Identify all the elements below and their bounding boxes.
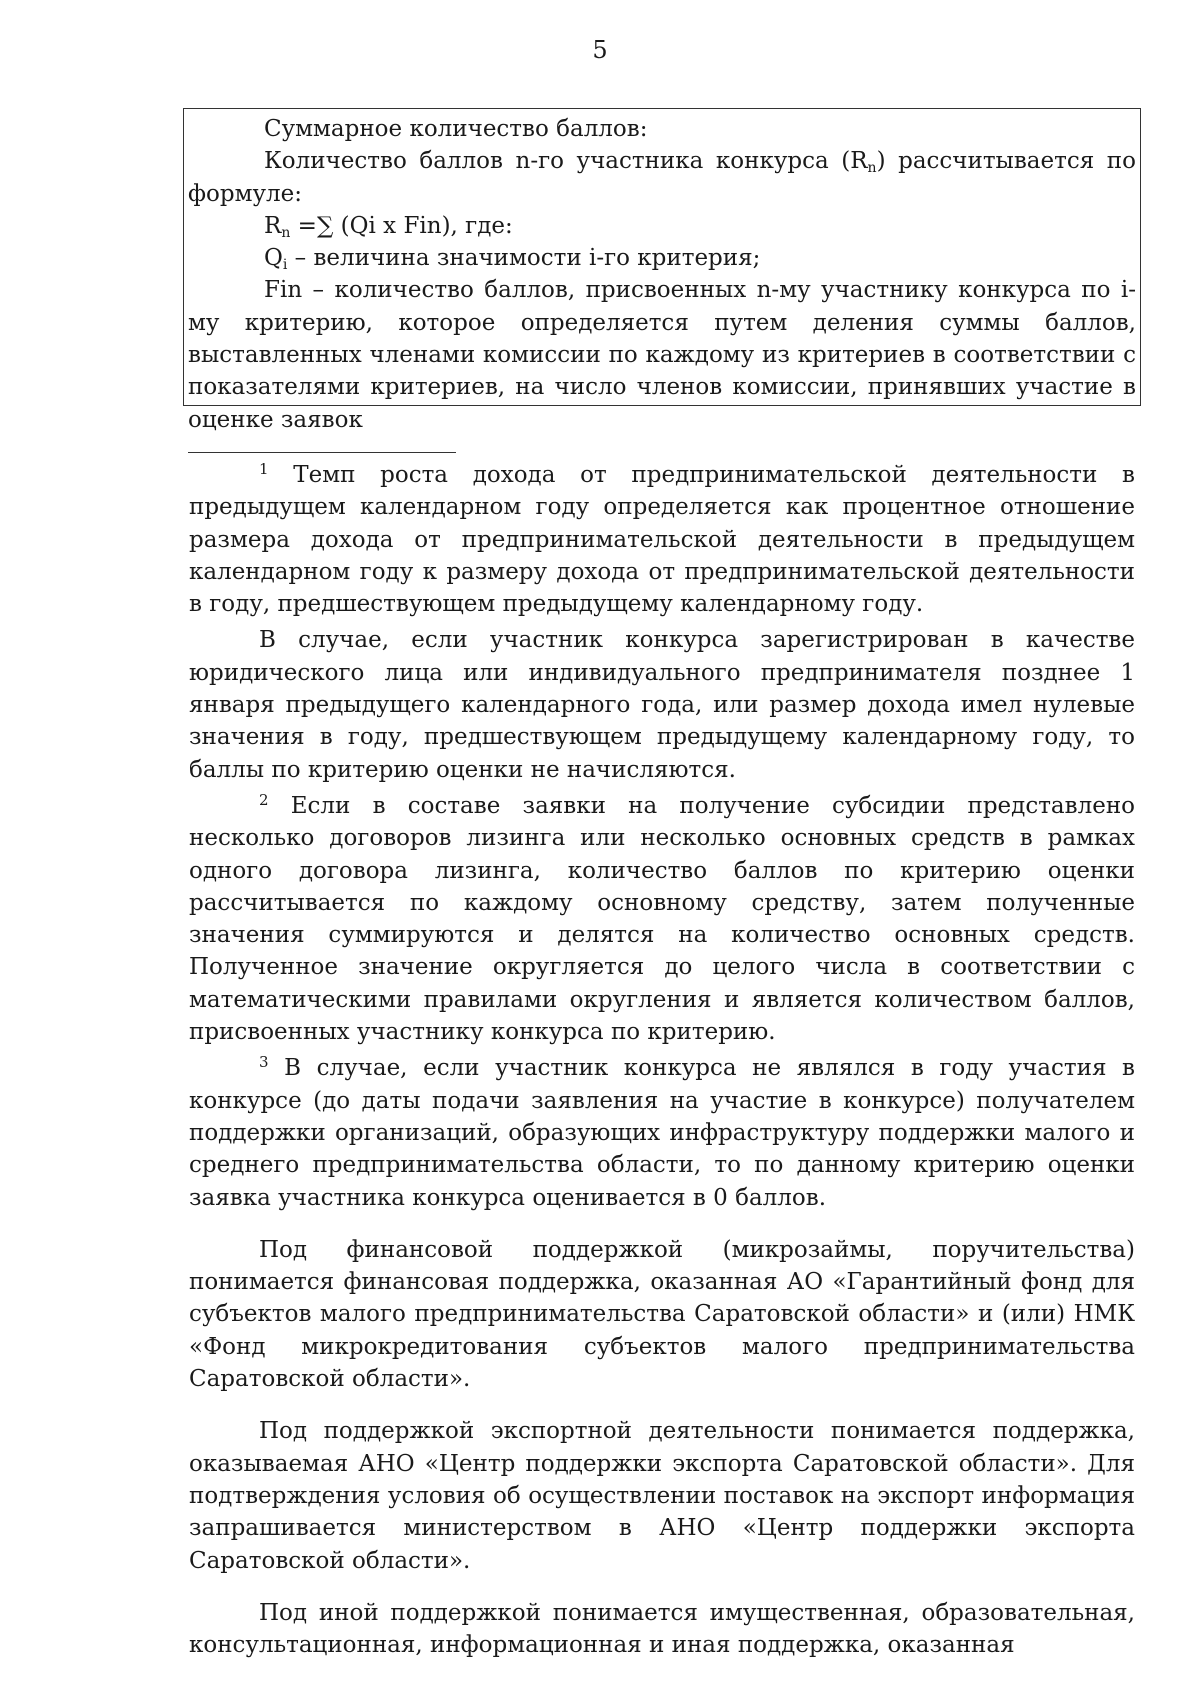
footnotes-section (189, 459, 1135, 1661)
footnote-2-mark: 2 (259, 790, 269, 809)
scoring-formula-box (183, 108, 1141, 433)
footnote-3-mark: 3 (259, 1053, 269, 1072)
footnote-3: $^3$ В случае, если участник конкурса не являлся в году участия в конкурсе (до даты подачи заявления на участие в конкурсе) получателем поддержки организаций, образующих инфраструктуру поддержки малого и среднего предпринимательства области, то по данному критерию оценки заявка участника конкурса оценивается в 0 баллов. (189, 1053, 1135, 1211)
other-support-definition: Под иной поддержкой понимается имущественная, образовательная, консультационная, информационная и иная поддержка, оказанная (189, 1599, 1135, 1659)
financial-support-definition: Под финансовой поддержкой (микрозаймы, поручительства) понимается финансовая поддержка, оказанная АО «Гарантийный фонд для субъектов малого предпринимательства Саратовской области» и (или) НМК «Фонд микрокредитования субъектов малого предпринимательства Саратовской области». (189, 1236, 1135, 1393)
q-definition: $Q_i$ – величина значимости i-го критерия; (264, 245, 761, 274)
export-support-definition: Под поддержкой экспортной деятельности понимается поддержка, оказываемая АНО «Центр поддержки экспорта Саратовской области». Для подтверждения условия об осуществлении поставок на экспорт информация запрашивается министерством в АНО «Центр поддержки экспорта Саратовской области». (189, 1418, 1135, 1574)
page-number: 5 (592, 36, 608, 64)
score-calculation-text: Количество баллов n-го участника конкурса $(R_n)$ рассчитывается по формуле: (188, 148, 1136, 207)
footnote-1: $^1$ Темп роста дохода от предпринимательской деятельности в предыдущем календарном году определяется как процентное отношение размера дохода от предпринимательской деятельности в предыдущем календарном году к размеру дохода от предпринимательской деятельности в году, предшествующем предыдущему календарному году. (189, 460, 1135, 618)
footnote-1-mark: 1 (259, 460, 269, 478)
fin-definition: Fin – количество баллов, присвоенных n-му участнику конкурса по i-му критерию, которое определяется путем деления суммы баллов, выставленных членами комиссии по каждому из критериев в соответствии с показателями критериев, на число членов комиссии, принявших участие в оценке заявок (188, 277, 1136, 433)
footnote-separator (188, 452, 456, 453)
footnote-1-paragraph-2: В случае, если участник конкурса зарегистрирован в качестве юридического лица или индивидуального предпринимателя позднее 1 января предыдущего календарного года, или размер дохода имел нулевые значения в году, предшествующем предыдущему календарному году, то баллы по критерию оценки не начисляются. (189, 627, 1135, 783)
total-score-heading: Суммарное количество баллов: (264, 116, 648, 142)
score-formula: $R_n$ =∑ (Qi x Fin), где: (264, 212, 513, 241)
footnote-2: $^2$ Если в составе заявки на получение субсидии представлено несколько договоров лизинга или несколько основных средств в рамках одного договора лизинга, количество баллов по критерию оценки рассчитывается по каждому основному средству, затем полученные значения суммируются и делятся на количество основных средств. Полученное значение округляется до целого числа в соответствии с математическими правилами округления и является количеством баллов, присвоенных участнику конкурса по критерию. (189, 790, 1135, 1046)
